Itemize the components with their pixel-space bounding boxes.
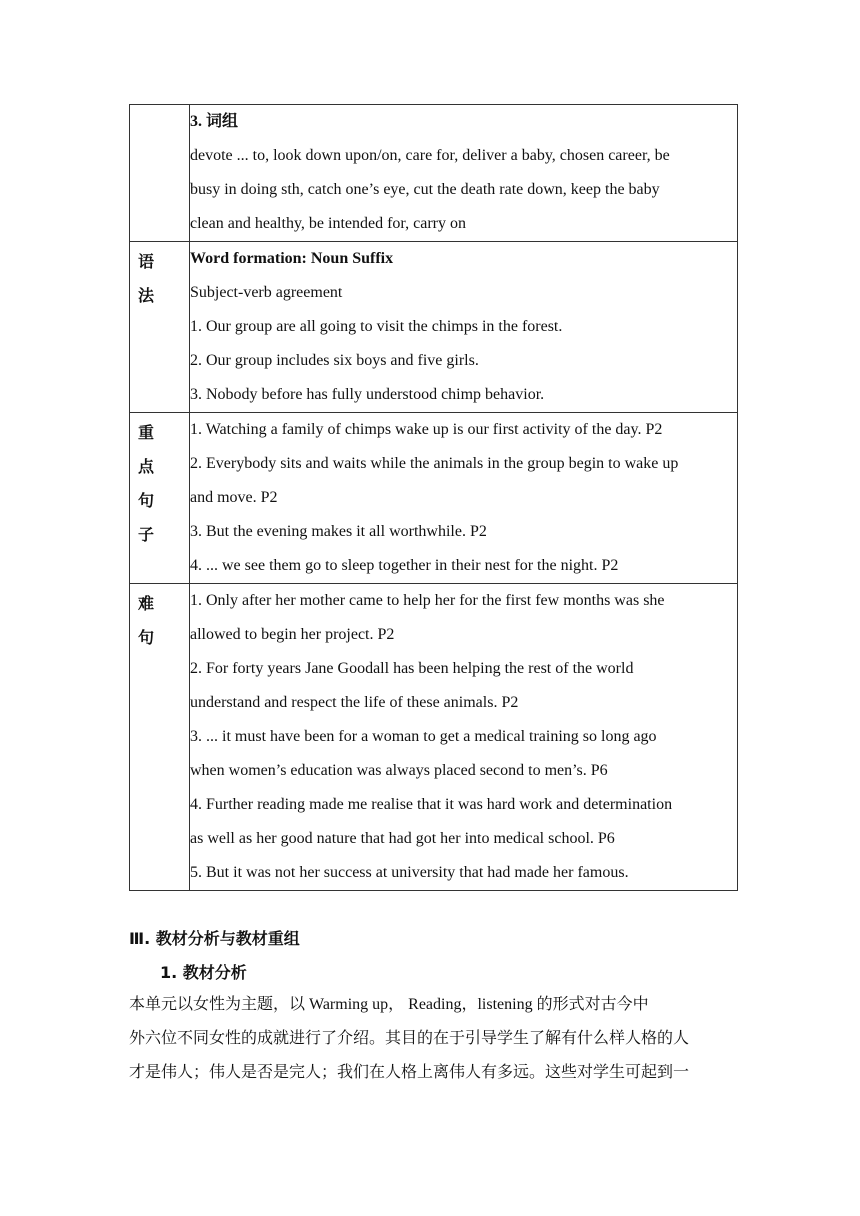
paragraph-line: 本单元以女性为主题，以 Warming up， Reading，listening 的形式对古今中	[129, 996, 649, 1013]
section-paragraph	[129, 988, 738, 1090]
content-line: 3. 词组	[190, 113, 239, 130]
row-label-cell	[130, 584, 190, 891]
row-content-cell	[190, 584, 738, 891]
row-label-char: 句	[138, 628, 155, 647]
content-line: 1. Our group are all going to visit the chimps in the forest.	[190, 318, 563, 335]
section-subheading: 1. 教材分析	[160, 963, 247, 982]
paragraph-line: 外六位不同女性的成就进行了介绍。其目的在于引导学生了解有什么样人格的人	[129, 1030, 690, 1047]
row-label-char: 点	[138, 457, 155, 476]
row-label-char: 子	[138, 525, 155, 544]
row-label-cell	[130, 242, 190, 413]
content-line: 1. Watching a family of chimps wake up is our first activity of the day. P2	[190, 421, 663, 438]
content-line: 2. Our group includes six boys and five girls.	[190, 352, 479, 369]
row-label-cell	[130, 105, 190, 242]
table-row	[130, 413, 738, 584]
row-label-char: 难	[138, 594, 155, 613]
content-line: allowed to begin her project. P2	[190, 626, 395, 643]
content-line: devote ... to, look down upon/on, care for, deliver a baby, chosen career, be	[190, 147, 670, 164]
row-label-char: 法	[138, 286, 155, 305]
content-line: 3. But the evening makes it all worthwhile. P2	[190, 523, 487, 540]
content-line: and move. P2	[190, 489, 278, 506]
content-line: as well as her good nature that had got her into medical school. P6	[190, 830, 615, 847]
content-line: 4. Further reading made me realise that it was hard work and determination	[190, 796, 673, 813]
content-line: Word formation: Noun Suffix	[190, 250, 394, 267]
table-body	[130, 105, 738, 891]
content-line: busy in doing sth, catch one’s eye, cut the death rate down, keep the baby	[190, 181, 660, 198]
content-line: 1. Only after her mother came to help her for the first few months was she	[190, 592, 665, 609]
row-content-cell	[190, 242, 738, 413]
content-line: 2. Everybody sits and waits while the animals in the group begin to wake up	[190, 455, 679, 472]
table-row	[130, 242, 738, 413]
row-label-char: 语	[138, 252, 155, 271]
row-content-cell	[190, 413, 738, 584]
section-heading: Ⅲ. 教材分析与教材重组	[129, 929, 300, 948]
content-line: 4. ... we see them go to sleep together in their nest for the night. P2	[190, 557, 619, 574]
content-line: 5. But it was not her success at university that had made her famous.	[190, 864, 629, 881]
table-row	[130, 105, 738, 242]
content-line: understand and respect the life of these animals. P2	[190, 694, 519, 711]
table-row	[130, 584, 738, 891]
row-content-cell	[190, 105, 738, 242]
row-label-cell	[130, 413, 190, 584]
content-line: clean and healthy, be intended for, carry on	[190, 215, 466, 232]
content-line: 3. ... it must have been for a woman to get a medical training so long ago	[190, 728, 657, 745]
content-line: when women’s education was always placed second to men’s. P6	[190, 762, 608, 779]
paragraph-line: 才是伟人；伟人是否是完人；我们在人格上离伟人有多远。这些对学生可起到一	[129, 1064, 690, 1081]
content-line: 3. Nobody before has fully understood chimp behavior.	[190, 386, 545, 403]
row-label-char: 重	[138, 423, 155, 442]
content-line: 2. For forty years Jane Goodall has been helping the rest of the world	[190, 660, 634, 677]
row-label-char: 句	[138, 491, 155, 510]
vocabulary-grammar-table	[129, 104, 738, 891]
content-line: Subject-verb agreement	[190, 284, 343, 301]
